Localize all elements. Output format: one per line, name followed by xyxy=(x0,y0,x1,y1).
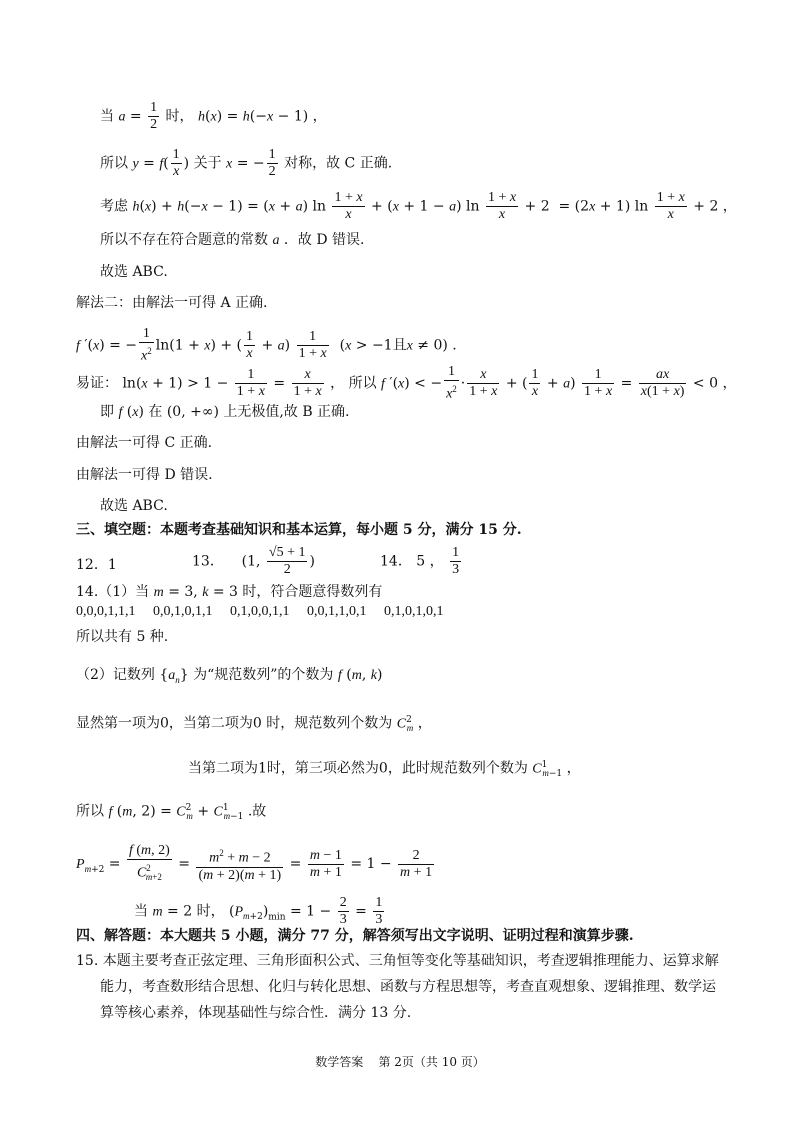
line-6: f ′(x) = − $\frac{1}{x^2}$ ln(1 + x) + ( $\frac{1}{x}$ + a) $\frac{1}{1 + x}$ (x > −1且x ≠ 0) . xyxy=(76,326,457,364)
line-18: 所以共有 5 种. xyxy=(76,629,169,645)
line-19: （2）记数列 $\{a_n\}$ 为“规范数列”的个数为 f (m, k) xyxy=(76,667,383,685)
line-20: 显然第一项为0，当第二项为0 时，规范数列个数为 $C^2_m$ ， xyxy=(76,715,432,734)
answer-12: 12．1 xyxy=(76,557,117,573)
line-24: 当 m = 2 时， $(P_{m+2})_{min} = 1$ − $\frac{2}{3}$ = $\frac{1}{3}$ xyxy=(134,895,383,927)
line-23: $P_{m+2}$ = $\frac{f (m, 2)}{C^2_{m+2}}$ = $\frac{m^2 + m - 2}{(m + 2)(m + 1)}$ = $\frac{m - 1}{m + 1}$ = 1 − $\frac{2}{m + 1}$ xyxy=(76,843,433,883)
section-heading-fill-blank: 三、填空题：本题考查基础知识和基本运算，每小题 5 分，满分 15 分. xyxy=(76,522,522,538)
sequence-list: 0,0,0,1,1,1 0,0,1,0,1,1 0,1,0,0,1,1 0,0,1,1,0,1 0,1,0,1,0,1 xyxy=(76,604,444,619)
line-5: 解法二：由解法一可得 A 正确. xyxy=(76,295,268,311)
answer-13: 13． (1, $\frac{√5 + 1}{2}$ ) xyxy=(192,545,315,577)
line-7: 易证： ln(x + 1) > 1 − $\frac{1}{1 + x}$ = $\frac{x}{1 + x}$ ， 所以 f ′(x) < − $\frac{1}{x^2}$ · $\frac{x}{1 + x}$ + ( $\frac{1}{x}$ + a) $\frac{1}{1 + x}$ = $\frac{ax}{x(1 + x)}$ < 0 ， xyxy=(76,364,737,402)
line-21: 当第二项为1时，第三项必然为0，此时规范数列个数为 $C^1_{m-1}$ ， xyxy=(188,760,581,780)
line-2: 考虑 h(x) + h(−x − 1) = (x + a) ln $\frac{1 + x}{x}$ + (x + 1 − a) ln $\frac{1 + x}{x}$ + 2 = (2x + 1) ln $\frac{1 + x}{x}$ + 2 ， xyxy=(100,190,737,222)
line-4: 故选 ABC. xyxy=(100,264,168,280)
line-0: 当 a = $\frac{1}{2}$ 时， h(x) = h(−x − 1) ， xyxy=(100,100,327,132)
line-16: 14.（1）当 m = 3, k = 3 时，符合题意得数列有 xyxy=(76,584,383,600)
line-11: 故选 ABC. xyxy=(100,498,168,514)
line-22: 所以 f (m, $2) = C^2_m + C^1_{m-1}$ .故 xyxy=(76,803,267,823)
line-10: 由解法一可得 D 错误. xyxy=(76,467,213,483)
q15-line-1: 15. 本题主要考查正弦定理、三角形面积公式、三角恒等变化等基础知识，考查逻辑推理能力、运算求解 xyxy=(76,953,719,969)
answer-14: 14． 5 ， $\frac{1}{3}$ xyxy=(380,545,460,577)
line-9: 由解法一可得 C 正确. xyxy=(76,435,213,451)
q15-line-3: 算等核心素养，体现基础性与综合性．满分 13 分. xyxy=(100,1005,412,1021)
q15-line-2: 能力，考查数形结合思想、化归与转化思想、函数与方程思想等，考查直观想象、逻辑推理、数学运 xyxy=(100,979,716,995)
section-heading-solve: 四、解答题：本大题共 5 小题，满分 77 分，解答须写出文字说明、证明过程和演算步骤. xyxy=(76,928,634,944)
line-8: 即 f (x) 在 (0, +∞) 上无极值,故 B 正确. xyxy=(100,404,350,420)
line-1: 所以 y = f( $\frac{1}{x}$ ) 关于 x = − $\frac{1}{2}$ 对称，故 C 正确. xyxy=(100,147,393,179)
page-footer: 数学答案 第 2页（共 10 页） xyxy=(315,1055,485,1069)
line-3: 所以不存在符合题意的常数 a ．故 D 错误. xyxy=(100,232,365,248)
